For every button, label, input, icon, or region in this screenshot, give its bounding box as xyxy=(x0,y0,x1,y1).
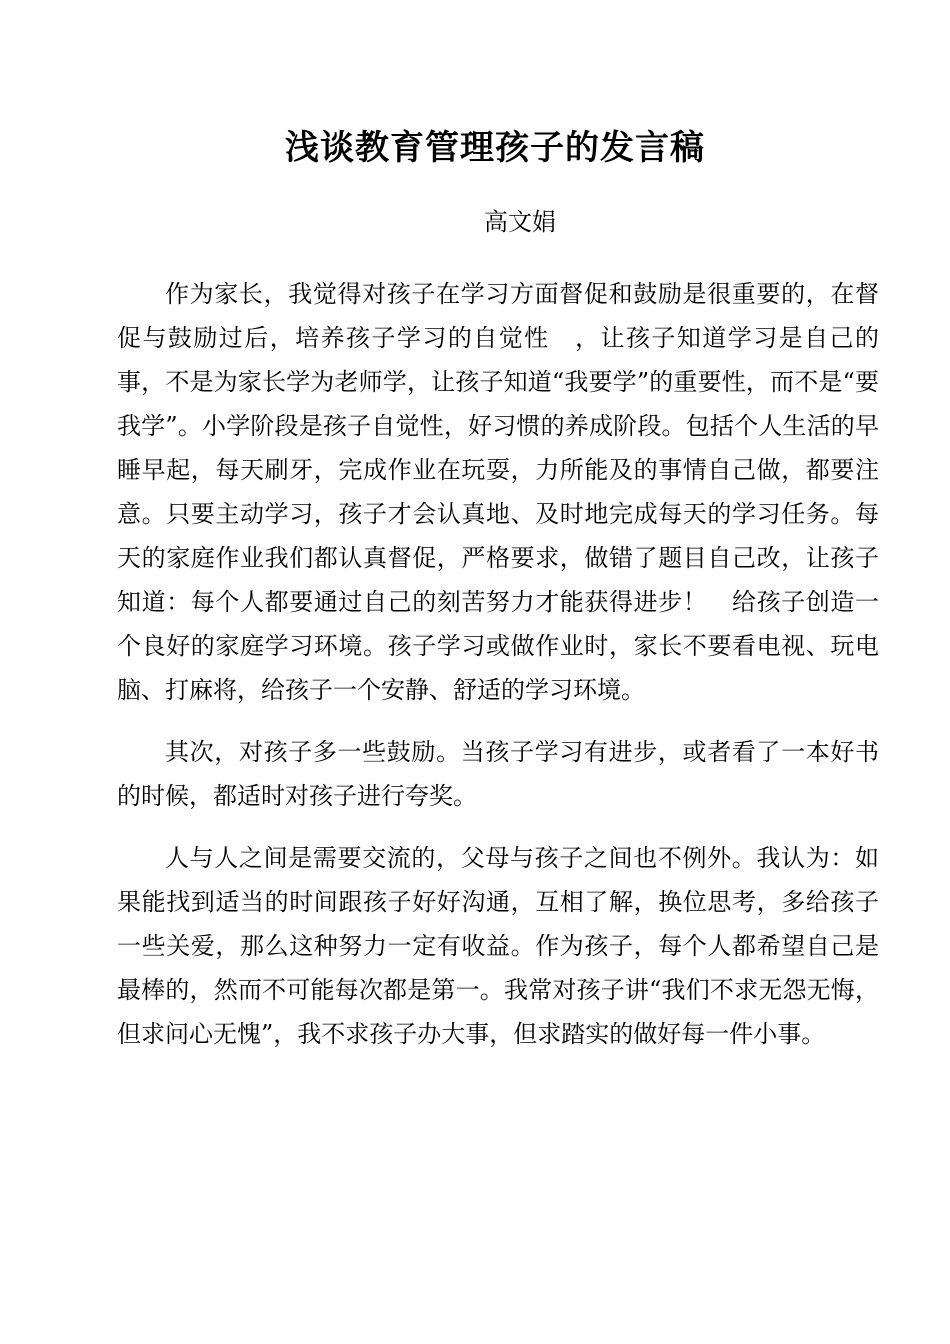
paragraph-2: 其次，对孩子多一些鼓励。当孩子学习有进步，或者看了一本好书的时候，都适时对孩子进行夸奖。 xyxy=(117,738,879,810)
paragraph-3: 人与人之间是需要交流的，父母与孩子之间也不例外。我认为：如果能找到适当的时间跟孩子好好沟通，互相了解，换位思考，多给孩子一些关爱，那么这种努力一定有收益。作为孩子，每个人都希望自己是最棒的，然而不可能每次都是第一。我常对孩子讲“我们不求无怨无悔，但求问心无愧”，我不求孩子办大事，但求踏实的做好每一件小事。 xyxy=(117,844,879,1048)
document-title: 浅谈教育管理孩子的发言稿 xyxy=(285,128,705,168)
document-body xyxy=(117,272,879,1074)
paragraph-1: 作为家长，我觉得对孩子在学习方面督促和鼓励是很重要的，在督促与鼓励过后，培养孩子学习的自觉性 ，让孩子知道学习是自己的事，不是为家长学为老师学，让孩子知道“我要学”的重要性，而不是“要我学”。小学阶段是孩子自觉性，好习惯的养成阶段。包括个人生活的早睡早起，每天刷牙，完成作业在玩耍，力所能及的事情自己做，都要注意。只要主动学习，孩子才会认真地、及时地完成每天的学习任务。每天的家庭作业我们都认真督促，严格要求，做错了题目自己改，让孩子知道：每个人都要通过自己的刻苦努力才能获得进步！ 给孩子创造一个良好的家庭学习环境。孩子学习或做作业时，家长不要看电视、玩电脑、打麻将，给孩子一个安静、舒适的学习环境。 xyxy=(117,280,879,704)
document-author: 高文娟 xyxy=(484,208,556,236)
